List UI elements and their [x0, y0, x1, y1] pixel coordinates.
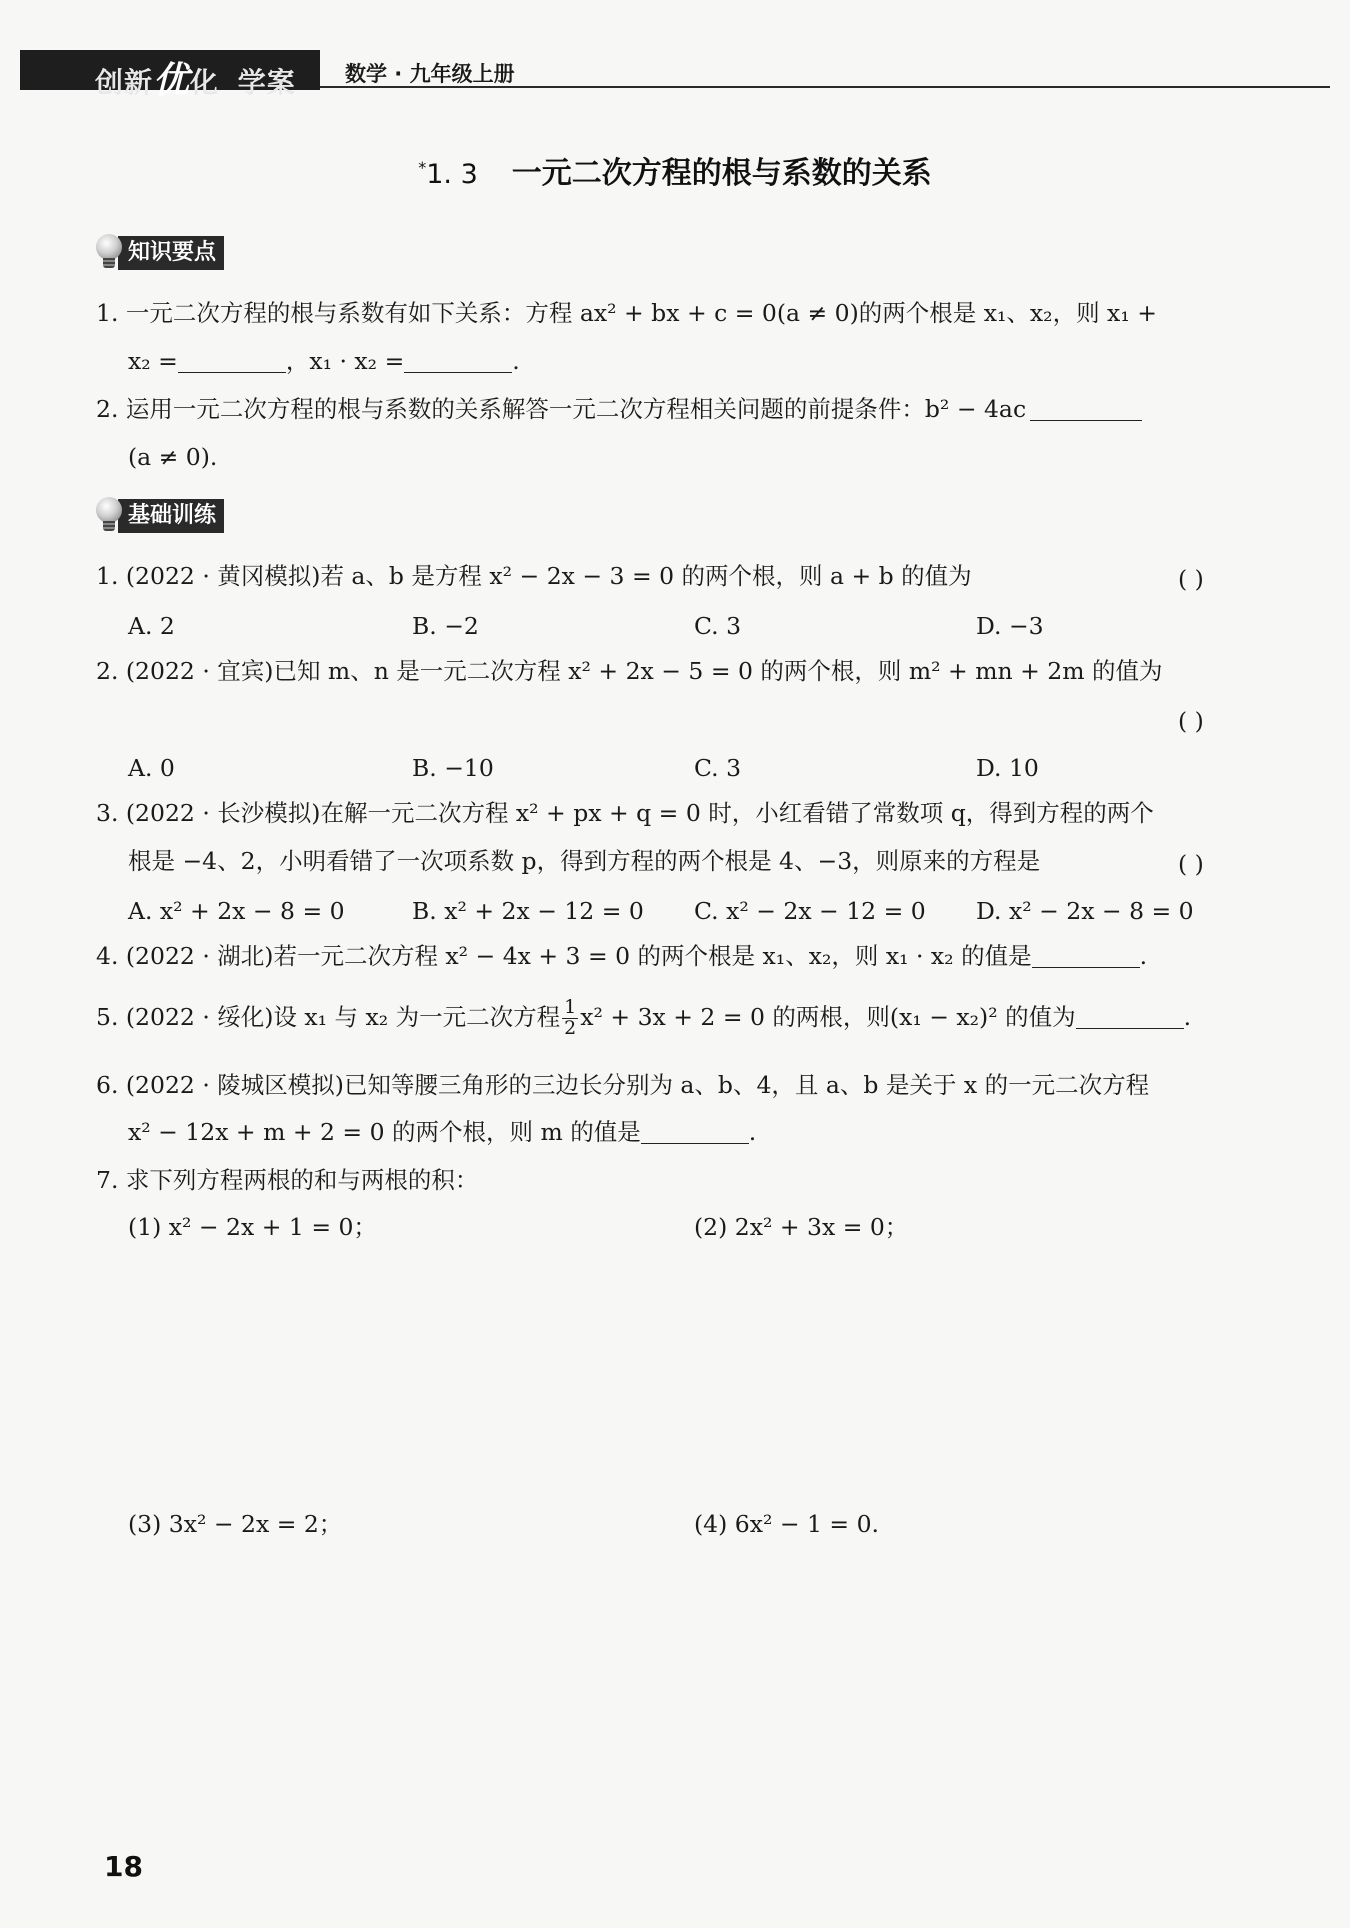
question-4-end: .: [1139, 942, 1148, 970]
chapter-title-text: 一元二次方程的根与系数的关系: [511, 156, 932, 191]
knowledge-point-2-line1: [96, 395, 1142, 423]
question-7-part-1: (1) x² − 2x + 1 = 0；: [128, 1213, 377, 1241]
question-4: [96, 942, 1148, 970]
fraction-one-half: [562, 998, 578, 1039]
answer-blank[interactable]: [178, 350, 286, 373]
question-7-part-2: (2) 2x² + 3x = 0；: [694, 1213, 909, 1241]
question-5-post: x² + 3x + 2 = 0 的两根，则(x₁ − x₂)² 的值为: [580, 1002, 1076, 1031]
section-title-knowledge: 知识要点: [118, 236, 224, 270]
knowledge-point-2-line2: (a ≠ 0).: [128, 443, 218, 471]
answer-blank[interactable]: [641, 1121, 749, 1144]
question-4-stem: 4. (2022 · 湖北)若一元二次方程 x² − 4x + 3 = 0 的两个根是 x₁、x₂，则 x₁ · x₂ 的值是: [96, 942, 1032, 970]
brand-logo: [95, 52, 296, 103]
chapter-title: [0, 148, 1350, 192]
question-1-option-b[interactable]: B. −2: [412, 612, 479, 640]
question-6-end: .: [748, 1118, 757, 1146]
question-7-part-3: (3) 3x² − 2x = 2；: [128, 1510, 343, 1538]
question-6-line1: 6. (2022 · 陵城区模拟)已知等腰三角形的三边长分别为 a、b、4，且 a、b 是关于 x 的一元二次方程: [96, 1071, 1150, 1099]
question-6-line2: [128, 1118, 757, 1146]
question-1-option-c[interactable]: C. 3: [694, 612, 742, 640]
answer-paren[interactable]: ( ): [1178, 707, 1204, 735]
question-3-option-a[interactable]: A. x² + 2x − 8 = 0: [128, 897, 345, 925]
chapter-number: [418, 159, 478, 190]
question-3-option-b[interactable]: B. x² + 2x − 12 = 0: [412, 897, 644, 925]
question-2-option-a[interactable]: A. 0: [128, 754, 175, 782]
page-number: 18: [104, 1850, 143, 1883]
section-badge-knowledge: [96, 238, 224, 268]
header-rule: [320, 86, 1330, 88]
answer-blank[interactable]: [404, 350, 512, 373]
knowledge-point-1-line1: 1. 一元二次方程的根与系数有如下关系：方程 ax² + bx + c = 0(a ≠ 0)的两个根是 x₁、x₂，则 x₁ +: [96, 299, 1157, 327]
answer-paren[interactable]: ( ): [1178, 565, 1204, 593]
question-3-line2: 根是 −4、2，小明看错了一次项系数 p，得到方程的两个根是 4、−3，则原来的方程是: [128, 847, 1041, 875]
question-7-part-4: (4) 6x² − 1 = 0.: [694, 1510, 880, 1538]
section-badge-training: [96, 501, 224, 531]
knowledge-point-1-line2: [128, 347, 520, 375]
question-1-option-a[interactable]: A. 2: [128, 612, 175, 640]
section-title-training: 基础训练: [118, 499, 224, 533]
answer-blank[interactable]: [1076, 1006, 1184, 1029]
question-2-option-b[interactable]: B. −10: [412, 754, 494, 782]
kp1-end: .: [512, 347, 520, 375]
question-2-option-d[interactable]: D. 10: [976, 754, 1039, 782]
question-7-stem: 7. 求下列方程两根的和与两根的积：: [96, 1166, 479, 1194]
lightbulb-icon: [96, 234, 122, 272]
question-5-end: .: [1183, 1002, 1192, 1031]
kp2-text: 2. 运用一元二次方程的根与系数的关系解答一元二次方程相关问题的前提条件：b² − 4ac: [96, 395, 1027, 423]
answer-blank[interactable]: [1030, 398, 1142, 421]
question-5-pre: 5. (2022 · 绥化)设 x₁ 与 x₂ 为一元二次方程: [96, 1002, 561, 1031]
lightbulb-icon: [96, 497, 122, 535]
fraction-denominator: 2: [564, 1016, 577, 1039]
question-1-stem: 1. (2022 · 黄冈模拟)若 a、b 是方程 x² − 2x − 3 = 0 的两个根，则 a + b 的值为: [96, 562, 972, 590]
answer-blank[interactable]: [1032, 945, 1140, 968]
chapter-number-text: 1. 3: [426, 159, 478, 190]
kp1-x2-label: x₂ =: [128, 347, 178, 375]
kp1-product-label: ，x₁ · x₂ =: [285, 347, 405, 375]
chapter-star: *: [418, 158, 427, 177]
answer-paren[interactable]: ( ): [1178, 850, 1204, 878]
question-2-option-c[interactable]: C. 3: [694, 754, 742, 782]
question-5: [96, 998, 1191, 1039]
question-1-option-d[interactable]: D. −3: [976, 612, 1044, 640]
subject-label: 数学 · 九年级上册: [345, 62, 515, 86]
question-3-option-d[interactable]: D. x² − 2x − 8 = 0: [976, 897, 1194, 925]
question-6-line2-text: x² − 12x + m + 2 = 0 的两个根，则 m 的值是: [128, 1118, 641, 1146]
question-3-option-c[interactable]: C. x² − 2x − 12 = 0: [694, 897, 926, 925]
brand-text-d: 学案: [237, 66, 296, 99]
brand-text-b: 优: [153, 60, 191, 101]
question-3-line1: 3. (2022 · 长沙模拟)在解一元二次方程 x² + px + q = 0 时，小红看错了常数项 q，得到方程的两个: [96, 799, 1154, 827]
question-2-stem: 2. (2022 · 宜宾)已知 m、n 是一元二次方程 x² + 2x − 5 = 0 的两个根，则 m² + mn + 2m 的值为: [96, 657, 1163, 685]
fraction-numerator: 1: [564, 996, 577, 1018]
brand-text-c: 化: [190, 66, 220, 99]
brand-text-a: 创新: [95, 66, 154, 99]
